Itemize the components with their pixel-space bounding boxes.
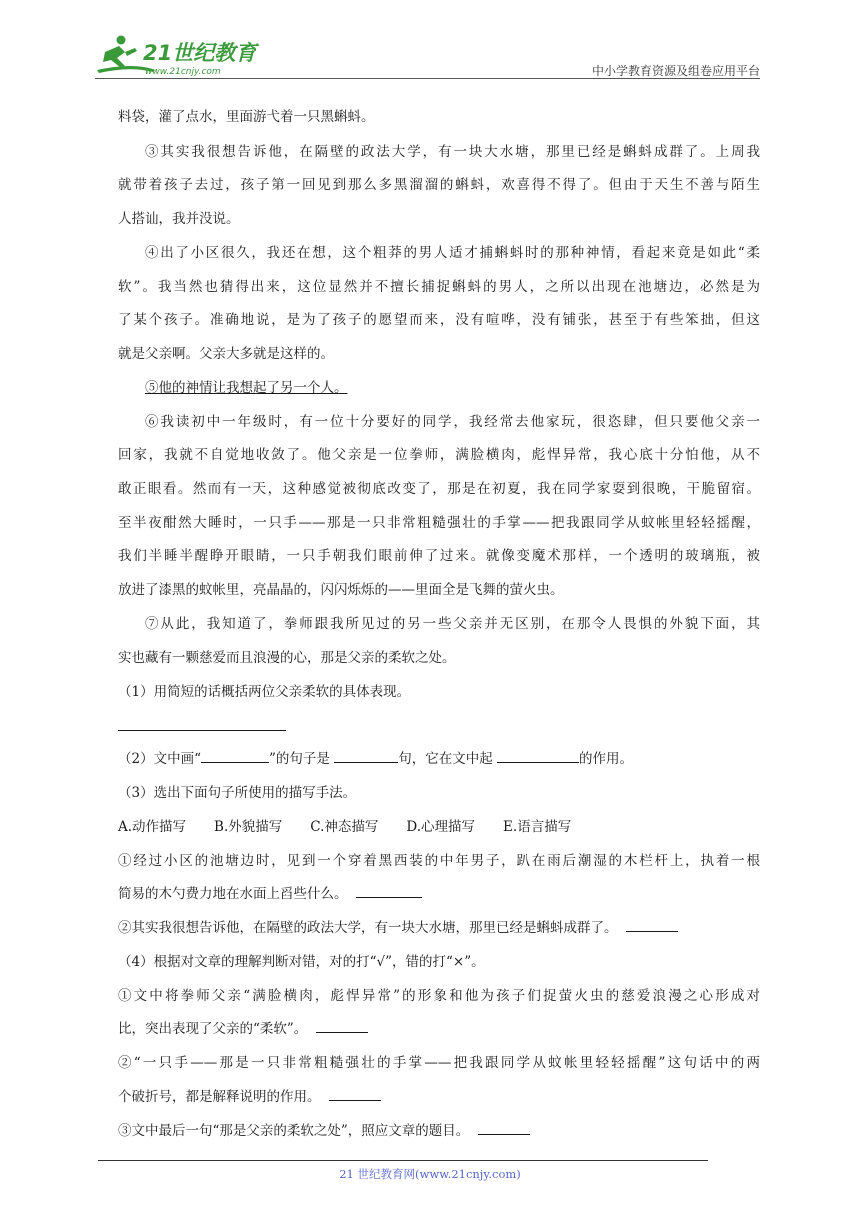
page-header (95, 28, 760, 80)
answer-blank[interactable] (478, 1122, 530, 1135)
question-3-item-text: 简易的木勺费力地在水面上舀些什么。 (118, 886, 348, 902)
option: A.动作描写 (118, 819, 187, 835)
paragraph-6-line: 回家，我就不自觉地收敛了。他父亲是一位拳师，满脸横肉，彪悍异常，我心底十分怕他，从不 (118, 447, 760, 463)
question-3-item (118, 916, 678, 936)
question-4-item (118, 1085, 381, 1105)
paragraph-6-line: 放进了漆黑的蚊帐里，亮晶晶的，闪闪烁烁的——里面全是飞舞的萤火虫。 (118, 582, 564, 598)
answer-blank[interactable] (356, 885, 422, 898)
logo-text: 21世纪教育 (143, 41, 257, 65)
paragraph-3-line: ③其实我很想告诉他，在隔壁的政法大学，有一块大水塘，那里已经是蝌蚪成群了。上周我 (145, 144, 760, 160)
question-3-options (118, 815, 599, 835)
answer-blank[interactable] (497, 750, 579, 763)
paragraph-6-line: 敢正眼看。然而有一天，这种感觉被彻底改变了，那是在初夏，我在同学家耍到很晚，干脆留宿。 (118, 481, 760, 497)
paragraph-3-line: 就带着孩子去过，孩子第一回见到那么多黑溜溜的蝌蚪，欢喜得不得了。但由于天生不善与陌生 (118, 177, 760, 193)
question-2 (118, 747, 633, 767)
option: D.心理描写 (406, 819, 476, 835)
paragraph-4-line: 软”。我当然也猜得出来，这位显然并不擅长捕捉蝌蚪的男人，之所以出现在池塘边，必然是为 (118, 279, 760, 295)
question-3-item (118, 882, 422, 902)
question-3-item-text: ②其实我很想告诉他，在隔壁的政法大学，有一块大水塘，那里已经是蝌蚪成群了。 (118, 920, 618, 936)
paragraph-7-line: 实也藏有一颗慈爱而且浪漫的心，那是父亲的柔软之处。 (118, 650, 456, 666)
question-1: （1）用简短的话概括两位父亲柔软的具体表现。 (118, 684, 411, 700)
paragraph-6-line: 至半夜酣然大睡时，一只手——那是一只非常粗糙强壮的手掌——把我跟同学从蚊帐里轻轻摇醒， (118, 515, 760, 531)
page-footer: 21 世纪教育网(www.21cnjy.com) (339, 1167, 521, 1181)
question-3-item: ①经过小区的池塘边时，见到一个穿着黑西装的中年男子，趴在雨后潮湿的木栏杆上，执着一根 (118, 853, 760, 869)
paragraph-6-line: ⑥我读初中一年级时，有一位十分要好的同学，我经常去他家玩，很恣肆，但只要他父亲一 (145, 414, 760, 430)
question-4-item-text: 比，突出表现了父亲的“柔软”。 (118, 1021, 308, 1037)
question-3: （3）选出下面句子所使用的描写手法。 (118, 785, 357, 801)
answer-blank[interactable] (329, 1088, 381, 1101)
question-4-item-text: ③文中最后一句“那是父亲的柔软之处”，照应文章的题目。 (118, 1123, 470, 1139)
paragraph-6-line: 我们半睡半醒睁开眼睛，一只手朝我们眼前伸了过来。就像变魔术那样，一个透明的玻璃瓶，被 (118, 548, 760, 564)
answer-blank[interactable] (334, 750, 398, 763)
paragraph-7-line: ⑦从此，我知道了，拳师跟我所见过的另一些父亲并无区别，在那令人畏惧的外貌下面，其 (145, 616, 760, 632)
logo-url: www.21cnjy.com (145, 67, 221, 76)
question-2-text: （2）文中画“ (118, 751, 201, 767)
question-4-item (118, 1017, 368, 1037)
footer-divider (98, 1160, 708, 1161)
text-line: 料袋，灌了点水，里面游弋着一只黑蝌蚪。 (118, 109, 375, 125)
paragraph-3-line: 人搭讪，我并没说。 (118, 211, 240, 227)
platform-name: 中小学教育资源及组卷应用平台 (591, 64, 760, 78)
option: C.神态描写 (310, 819, 379, 835)
question-4-item: ②“一只手——那是一只非常粗糙强壮的手掌——把我跟同学从蚊帐里轻轻摇醒”这句话中的两 (118, 1055, 760, 1071)
header-divider (95, 78, 760, 79)
option: E.语言描写 (503, 819, 572, 835)
paragraph-4-line: ④出了小区很久，我还在想，这个粗莽的男人适才捕蝌蚪时的那种神情，看起来竟是如此“柔 (145, 245, 760, 261)
underlined-sentence: ⑤他的神情让我想起了另一个人。 (145, 380, 348, 396)
answer-blank[interactable] (118, 730, 286, 731)
question-4-item: ①文中将拳师父亲“满脸横肉，彪悍异常”的形象和他为孩子们捉萤火虫的慈爱浪漫之心形成对 (118, 988, 760, 1004)
question-2-text: 句，它在文中起 (398, 751, 497, 767)
question-2-text: 的作用。 (579, 751, 633, 767)
question-2-text: ”的句子是 (269, 751, 335, 767)
paragraph-4-line: 就是父亲啊。父亲大多就是这样的。 (118, 346, 334, 362)
answer-blank[interactable] (316, 1020, 368, 1033)
question-4: （4）根据对文章的理解判断对错，对的打“√”，错的打“×”。 (118, 954, 485, 970)
site-logo (95, 32, 265, 76)
answer-blank[interactable] (201, 750, 269, 763)
option: B.外貌描写 (214, 819, 283, 835)
paragraph-4-line: 了某个孩子。准确地说，是为了孩子的愿望而来，没有喧哗，没有铺张，甚至于有些笨拙，但这 (118, 312, 760, 328)
question-4-item (118, 1119, 530, 1139)
answer-blank[interactable] (626, 919, 678, 932)
question-4-item-text: 个破折号，都是解释说明的作用。 (118, 1089, 321, 1105)
